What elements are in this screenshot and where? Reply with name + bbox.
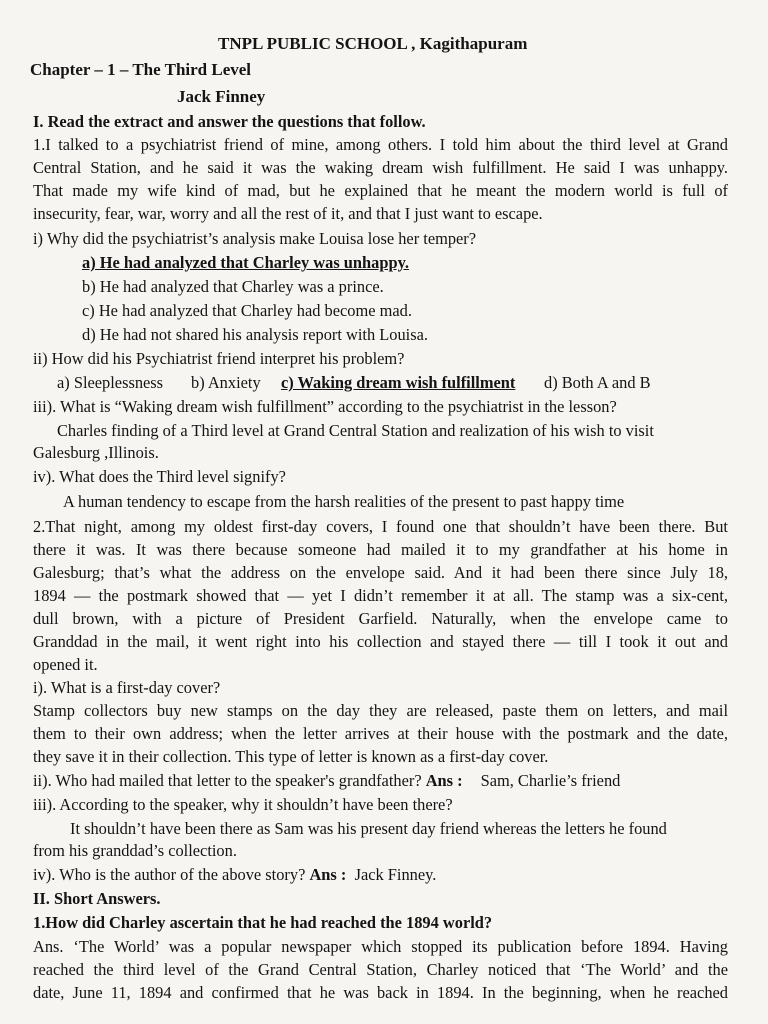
extract1-line: That made my wife kind of mad, but he explained that he meant the modern world is full of <box>33 181 728 200</box>
answer-line: Stamp collectors buy new stamps on the day they are released, paste them on letters, and mail <box>33 701 728 720</box>
extract2-line: dull brown, with a picture of President Garfield. Naturally, when the envelope came to <box>33 609 728 628</box>
question-with-answer <box>33 865 768 885</box>
option: d) Both A and B <box>544 373 651 392</box>
question: i) Why did the psychiatrist’s analysis make Louisa lose her temper? <box>33 229 477 248</box>
section1-title: I. Read the extract and answer the questions that follow. <box>33 112 426 131</box>
extract2-line: opened it. <box>33 655 98 674</box>
answer-text: Sam, Charlie’s friend <box>480 771 621 790</box>
extract2-line: Granddad in the mail, it went right into his collection and stayed there — till I took it out and <box>33 632 728 651</box>
question-text: ii). Who had mailed that letter to the speaker's grandfather? <box>33 771 422 790</box>
option-correct: c) Waking dream wish fulfillment <box>281 373 516 392</box>
extract1-line: insecurity, fear, war, worry and all the rest of it, and that I just want to escape. <box>33 204 543 223</box>
ans-label: Ans : <box>425 771 463 790</box>
extract2-line: 1894 — the postmark showed that — yet I didn’t remember it at all. The stamp was a six-cent, <box>33 586 728 605</box>
answer-line: It shouldn’t have been there as Sam was his present day friend whereas the letters he found <box>70 819 667 838</box>
answer-line: A human tendency to escape from the harsh realities of the present to past happy time <box>63 492 625 511</box>
question: iii). According to the speaker, why it shouldn’t have been there? <box>33 795 453 814</box>
question: iii). What is “Waking dream wish fulfillment” according to the psychiatrist in the lesson? <box>33 397 617 416</box>
section2-title: II. Short Answers. <box>33 889 161 908</box>
option: d) He had not shared his analysis report with Louisa. <box>82 325 428 344</box>
question-with-answer <box>33 771 768 791</box>
answer-line: Charles finding of a Third level at Grand Central Station and realization of his wish to visit <box>57 421 654 440</box>
extract2-line: there it was. It was there because someone had mailed it to my grandfather at his home in <box>33 540 728 559</box>
answer-line: Galesburg ,Illinois. <box>33 443 159 462</box>
question: iv). What does the Third level signify? <box>33 467 286 486</box>
question: i). What is a first-day cover? <box>33 678 221 697</box>
extract2-line: Galesburg; that’s what the address on the envelope said. And it had been there since July 18, <box>33 563 728 582</box>
answer-line: from his granddad’s collection. <box>33 841 237 860</box>
option: b) He had analyzed that Charley was a prince. <box>82 277 384 296</box>
extract1-line: Central Station, and he said it was the waking dream wish fulfillment. He said I was unhappy. <box>33 158 728 177</box>
answer-line: reached the third level of the Grand Central Station, Charley noticed that ‘The World’ and the <box>33 960 728 979</box>
question: 1.How did Charley ascertain that he had reached the 1894 world? <box>33 913 493 932</box>
option: a) Sleeplessness <box>57 373 164 392</box>
option: b) Anxiety <box>191 373 261 392</box>
question-text: iv). Who is the author of the above story? <box>33 865 306 884</box>
author-name: Jack Finney <box>177 87 266 106</box>
question: ii) How did his Psychiatrist friend interpret his problem? <box>33 349 405 368</box>
option: c) He had analyzed that Charley had become mad. <box>82 301 412 320</box>
extract1-line: 1.I talked to a psychiatrist friend of mine, among others. I told him about the third level at Grand <box>33 135 728 154</box>
chapter-title: Chapter – 1 – The Third Level <box>30 60 252 79</box>
answer-line: them to their own address; when the letter arrives at their house with the postmark and the date, <box>33 724 728 743</box>
option-correct: a) He had analyzed that Charley was unhappy. <box>82 253 409 272</box>
extract2-line: 2.That night, among my oldest first-day covers, I found one that shouldn’t have been there. But <box>33 517 728 536</box>
school-title: TNPL PUBLIC SCHOOL , Kagithapuram <box>218 34 528 53</box>
answer-line: date, June 11, 1894 and confirmed that he was back in 1894. In the beginning, when he reached <box>33 983 728 1002</box>
answer-text: Jack Finney. <box>354 865 437 884</box>
answer-line: they save it in their collection. This type of letter is known as a first-day cover. <box>33 747 549 766</box>
ans-label: Ans : <box>309 865 347 884</box>
answer-line: Ans. ‘The World’ was a popular newspaper which stopped its publication before 1894. Having <box>33 937 728 956</box>
